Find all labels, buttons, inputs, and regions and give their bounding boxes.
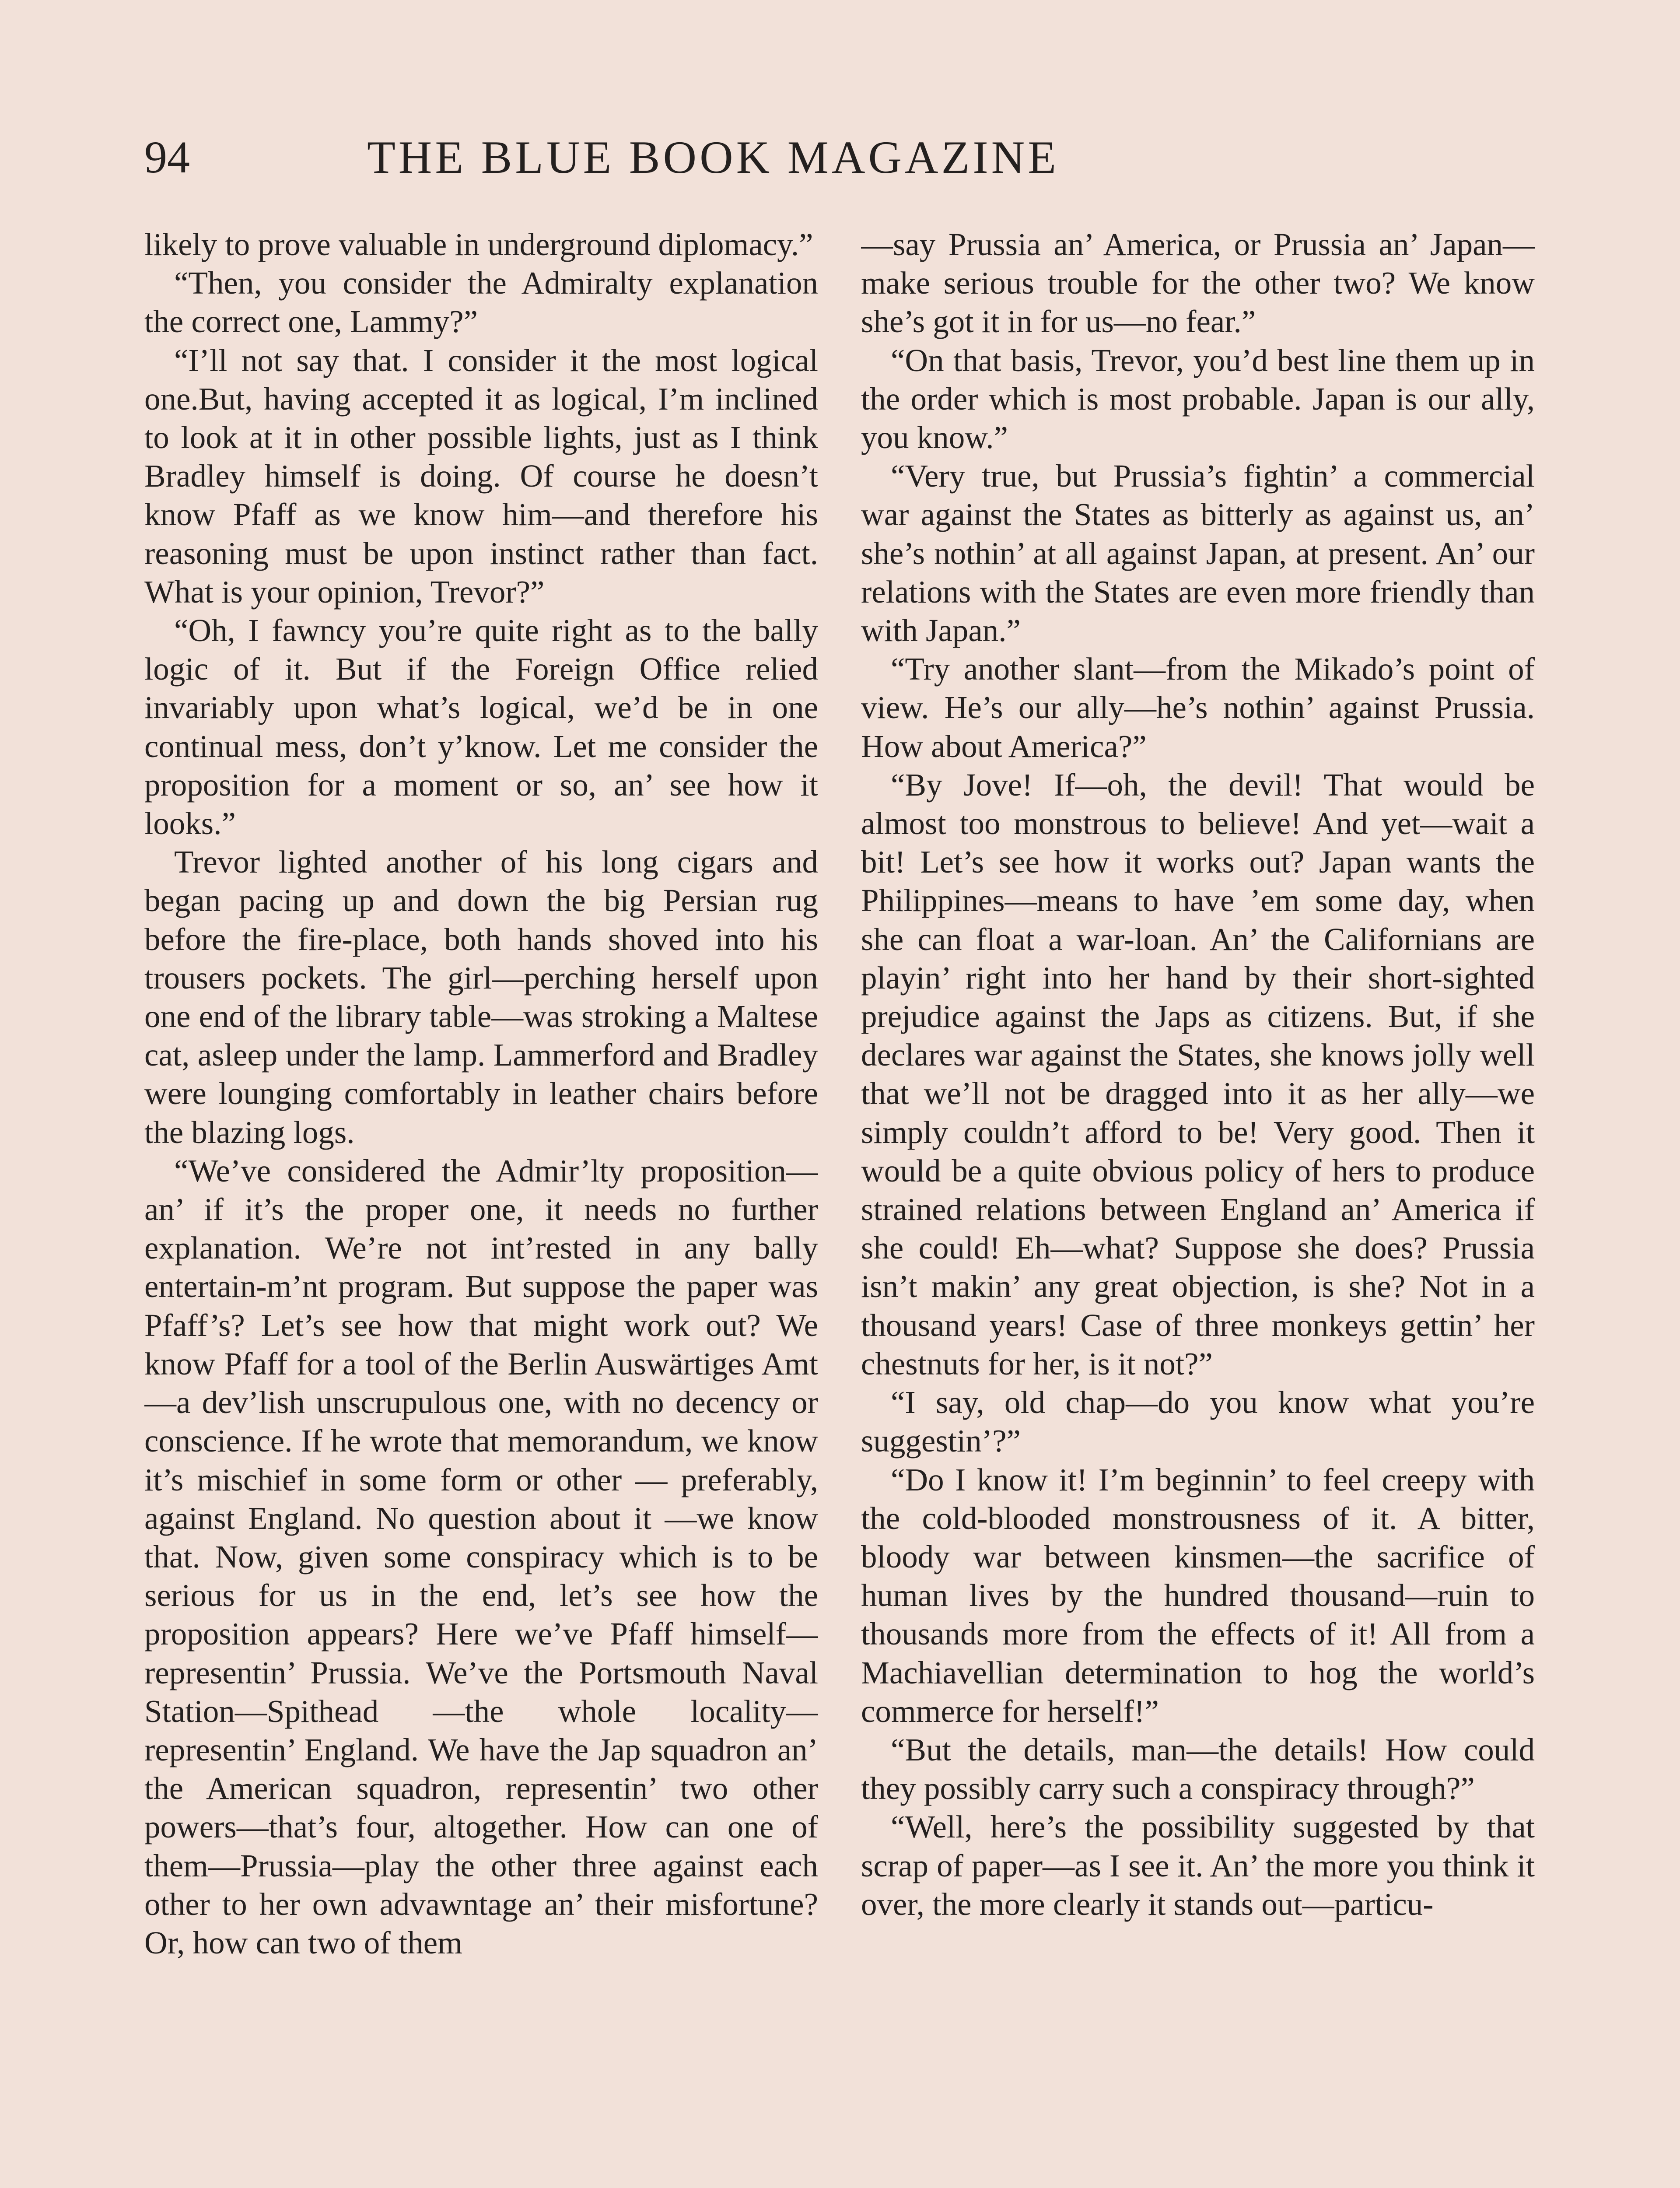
- paragraph: “I’ll not say that. I consider it the most logical one.But, having accepted it as logical, I’m inclined to look at it in other possible lights, just as I think Bradley himself is doing. Of course he doesn’t know Pfaff as we know him—and therefore his reasoning must be upon instinct rather than fact. What is your opinion, Trevor?”: [144, 342, 818, 610]
- right-column: [861, 225, 1535, 2188]
- paragraph: “Try another slant—from the Mikado’s point of view. He’s our ally—he’s nothin’ against Prussia. How about America?”: [861, 651, 1535, 764]
- paragraph: “Very true, but Prussia’s fightin’ a commercial war against the States as bitterly as against us, an’ she’s nothin’ at all against Japan, at present. An’ our relations with the States are even more friendly than with Japan.”: [861, 458, 1535, 649]
- paragraph: —say Prussia an’ America, or Prussia an’ Japan—make serious trouble for the other two? We know she’s got it in for us—no fear.”: [861, 227, 1535, 340]
- paragraph: “I say, old chap—do you know what you’re suggestin’?”: [861, 1385, 1535, 1459]
- paragraph: “Oh, I fawncy you’re quite right as to the bally logic of it. But if the Foreign Office relied invariably upon what’s logical, we’d be in one continual mess, don’t y’know. Let me consider the proposition for a moment or so, an’ see how it looks.”: [144, 613, 818, 842]
- paragraph: “On that basis, Trevor, you’d best line them up in the order which is most probable. Japan is our ally, you know.”: [861, 342, 1535, 456]
- paragraph: likely to prove valuable in underground diplomacy.”: [144, 227, 813, 262]
- paragraph: “Do I know it! I’m beginnin’ to feel creepy with the cold-blooded monstrousness of it. A bitter, bloody war between kinsmen—the sacrifice of human lives by the hundred thousand—ruin to thousands more from the effects of it! All from a Machiavellian determination to hog the world’s commerce for herself!”: [861, 1462, 1535, 1729]
- paragraph: “But the details, man—the details! How could they possibly carry such a conspiracy through?”: [861, 1732, 1535, 1806]
- paragraph: “Well, here’s the possibility suggested by that scrap of paper—as I see it. An’ the more you think it over, the more clearly it stands out—particu-: [861, 1809, 1535, 1922]
- page-header: [144, 127, 1256, 188]
- paragraph: “By Jove! If—oh, the devil! That would be almost too monstrous to believe! And yet—wait a bit! Let’s see how it works out? Japan wants the Philippines—means to have ’em some day, when she can float a war-loan. An’ the Californians are playin’ right into her hand by their short-sighted prejudice against the Japs as citizens. But, if she declares war against the States, she knows jolly well that we’ll not be dragged into it as her ally—we simply couldn’t afford to be! Very good. Then it would be a quite obvious policy of hers to produce strained relations between England an’ America if she could! Eh—what? Suppose she does? Prussia isn’t makin’ any great objection, is she? Not in a thousand years! Case of three monkeys gettin’ her chestnuts for her, is it not?”: [861, 767, 1535, 1382]
- page-number: 94: [144, 132, 190, 182]
- paragraph: “We’ve considered the Admir’lty proposition—an’ if it’s the proper one, it needs no further explanation. We’re not int’rested in any bally entertain-m’nt program. But suppose the paper was Pfaff’s? Let’s see how that might work out? We know Pfaff for a tool of the Berlin Auswärtiges Amt—a dev’lish unscrupulous one, with no decency or conscience. If he wrote that memorandum, we know it’s mischief in some form or other — preferably, against England. No question about it —we know that. Now, given some conspiracy which is to be serious for us in the end, let’s see how the proposition appears? Here we’ve Pfaff himself—representin’ Prussia. We’ve the Portsmouth Naval Station—Spithead —the whole locality—representin’ England. We have the Jap squadron an’ the American squadron, representin’ two other powers—that’s four, altogether. How can one of them—Prussia—play the other three against each other to her own advawntage an’ their misfortune? Or, how can two of them: [144, 1153, 818, 1960]
- magazine-title: THE BLUE BOOK MAGAZINE: [367, 132, 1059, 183]
- paragraph: “Then, you consider the Admiralty explanation the correct one, Lammy?”: [144, 265, 818, 340]
- paragraph: Trevor lighted another of his long cigars and began pacing up and down the big Persian rug before the fire-place, both hands shoved into his trousers pockets. The girl—perching herself upon one end of the library table—was stroking a Maltese cat, asleep under the lamp. Lammerford and Bradley were lounging comfortably in leather chairs before the blazing logs.: [144, 844, 818, 1150]
- left-column: [144, 225, 818, 2188]
